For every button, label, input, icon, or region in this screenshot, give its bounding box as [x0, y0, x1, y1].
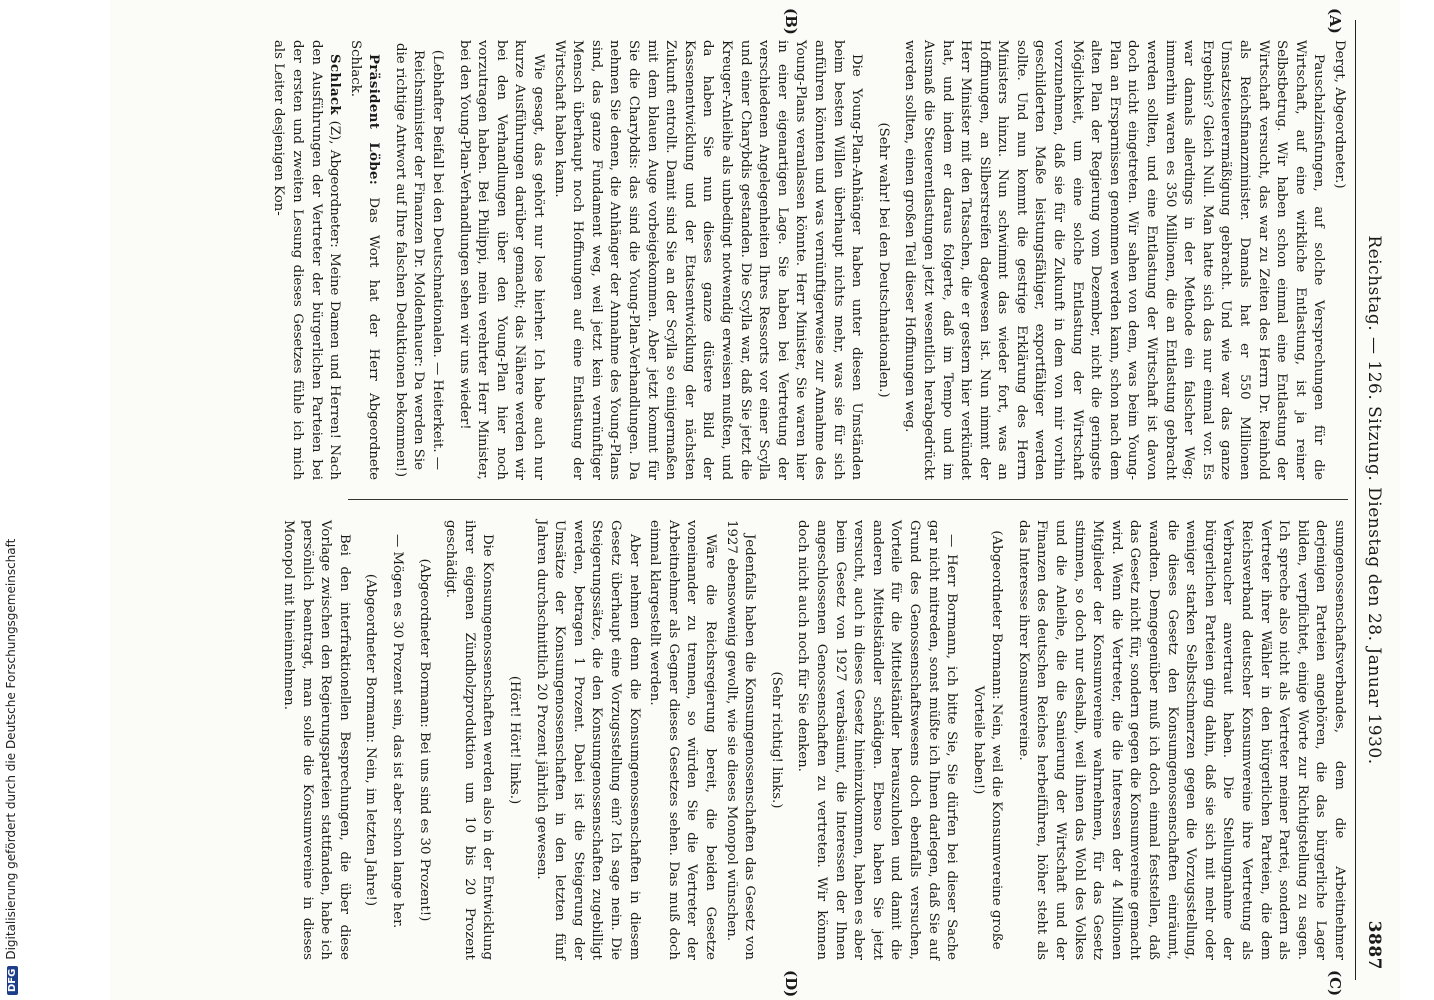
rotated-page-content — [110, 0, 1400, 1000]
dfg-logo: DFG — [7, 966, 18, 995]
interjection: (Sehr wahr! bei den Deutschnationalen.) — [875, 122, 891, 398]
right-column — [277, 520, 1348, 960]
page-header — [1360, 20, 1386, 980]
paragraph: sumgenossenschaftsverbandes, dem die Arbeitnehmer derjenigen Parteien angehören, die das bürgerliche Lager bilden, verpflichtet, einige Worte zur Richtigstellung zu sagen. Ich spreche also nicht als Vertreter meiner Partei, sondern als Vertreter ihrer Wähler in den bürgerlichen Parteien, die dem Reichsverband deutscher Konsumvereine ihre Vertretung als Verbraucher anvertraut haben. Die Stellungnahme der bürgerlichen Parteien ging dahin, daß sie sich mit mehr oder weniger starken Selbstschmerzen gegen die Vorzugsstellung, die dieses Gesetz den Konsumgenossenschaften einräumt, wandten. Demgegenüber muß ich doch einmal feststellen, daß das Gesetz nicht für, sondern gegen die Konsumvereine gemacht wird. Wenn die Vertreter, die die Interessen der 4 Millionen Mitglieder der Konsumvereine wahrnehmen, für das Gesetz stimmen, so doch nur deshalb, weil ihnen das Wohl des Volkes und die Anleihe, die die Sanierung der Wirtschaft und der Finanzen des deutschen Reiches herbeiführen, höher steht als das Interesse ihrer Konsumvereine. — [1015, 520, 1347, 960]
speaker-name: Präsident Löbe: — [366, 54, 382, 186]
margin-mark-b: (B) — [782, 8, 800, 35]
paragraph: Jedenfalls haben die Konsumgenossenschaften das Gesetz von 1927 ebensowenig gewollt, wie sie dieses Monopol wünschen. — [723, 520, 758, 960]
digitization-note — [0, 0, 28, 1000]
paragraph: Die Young-Plan-Anhänger haben unter diesen Umständen beim besten Willen überhaupt nichts mehr, was sie für sich anführen könnten und was vernünftigerweise zur Annahme des Young-Plans veranlassen könnte. Herr Minister, Sie waren hier in einer eigenartigen Lage. Sie haben bei Vertretung der verschiedenen Angelegenheiten Ihres Ressorts vor einer Scylla und einer Charybdis gestanden. Die Scylla war, daß Sie jetzt die Kreuger-Anleihe als unbedingt notwendig erweisen mußten, und da haben Sie nun dieses ganze düstere Bild der Kassenentwicklung und der Etatsentwicklung der nächsten Zukunft entrollt. Damit sind Sie an der Scylla so einigermaßen mit dem blauen Auge vorbeigekommen. Aber jetzt kommt für Sie die Charybdis: das sind die Young-Plan-Verhandlungen. Da nehmen Sie denen, die Anhänger der Annahme des Young-Plans sind, das ganze Fundament weg, weil jetzt kein vernünftiger Mensch überhaupt noch Hoffnungen auf eine Entlastung der Wirtschaft haben kann. — [551, 40, 865, 480]
margin-mark-c: (C) — [1326, 970, 1344, 997]
paragraph: — Mögen es 30 Prozent sein, das ist aber schon lange her. — [390, 534, 406, 929]
paragraph: Wie gesagt, das gehört nur lose hierher. Ich habe auch nur kurze Ausführungen darüber gemacht; das Nähere werden wir bei den Verhandlungen über den Young-Plan hier noch vorzutragen haben. Bei Philippi, mein verehrter Herr Minister, bei den Young-Plan-Verhandlungen sehen wir uns wieder! — [456, 40, 547, 480]
interjection: (Sehr richtig! links.) — [768, 671, 784, 809]
left-column — [267, 40, 1348, 480]
speaker-name: Schlack — [327, 54, 343, 116]
speech-text: (Z), Abgeordneter: Meine Damen und Herren! Nach den Ausführungen der Vertreter der bürgerlichen Parteien bei der ersten und zweiten Lesung dieses Gesetzes fühle ich mich als Leiter desjenigen Kon- — [271, 40, 343, 480]
page-number: 3887 — [1364, 920, 1384, 970]
margin-mark-a: (A) — [1326, 8, 1344, 34]
paragraph: Bei den interfraktionellen Besprechungen, die über diese Vorlage zwischen den Regierungsparteien stattfanden, habe ich persönlich beantragt, man solle die Konsumvereine in dieses Monopol mit hineinnehmen. — [281, 520, 352, 960]
interjection: (Hört! Hört! links.) — [507, 675, 523, 805]
document-page — [110, 0, 1400, 1000]
paragraph: Aber nehmen denn die Konsumgenossenschaften in diesem Gesetz überhaupt eine Vorzugsstellung ein? Ich sage nein. Die Steigerungssätze, die den Konsumgenossenschaften zugebilligt werden, betragen 1 Prozent. Dabei ist die Steigerung der Umsätze der Konsumgenossenschaften in den letzten fünf Jahren durchschnittlich 20 Prozent jährlich gewesen. — [533, 520, 642, 960]
paragraph: Wäre die Reichsregierung bereit, die beiden Gesetze voneinander zu trennen, so würden Sie die Vertreter der Arbeitnehmer als Gegner dieses Gesetzes sehen. Das muß doch einmal klargestellt werden. — [647, 520, 718, 960]
running-title: Reichstag. — 126. Sitzung. Dienstag den 28. Januar 1930. — [1364, 235, 1384, 765]
column-divider — [348, 499, 1348, 500]
interjection: (Abgeordneter Bormann: Bei uns sind es 30 Prozent!) — [416, 558, 432, 922]
statement-text: Das Wort hat der Herr Abgeordnete Schlack. — [347, 40, 382, 480]
speaker-continuation: Dergt, Abgeordneter.) — [1332, 40, 1347, 189]
header-rule — [1355, 20, 1356, 980]
speech-start — [269, 40, 343, 480]
margin-mark-d: (D) — [782, 970, 800, 998]
paragraph: — Herr Bormann, ich bitte Sie, Sie dürfen bei dieser Sache gar nicht mitreden, sonst müßte ich Ihnen darlegen, daß Sie auf Grund des Genossenschaftswesens doch ebenfalls versuchen, Vorteile für die Mittelständler herauszuholen und damit die anderen Mittelständler schädigen. Ebenso haben Sie jetzt versucht, auch in dieses Gesetz hineinzukommen, haben es aber beim Gesetz von 1927 verabsäumt, die Interessen der Ihnen angeschlossenen Genossenschaften zu vertreten. Wir können doch nicht auch noch für Sie denken. — [795, 520, 960, 960]
interjection: (Abgeordneter Bormann: Nein, weil die Konsumvereine große Vorteile haben!) — [970, 530, 1005, 950]
president-statement — [345, 40, 382, 480]
paragraph: Die Konsumgenossenschaften werden also in der Entwicklung ihrer eigenen Zündholzproduktion um 10 bis 20 Prozent geschädigt. — [443, 520, 496, 960]
interjection: (Lebhafter Beifall bei den Deutschnationalen. — Heiterkeit. — Reichsminister der Finanzen Dr. Moldenhauer: Da werden Sie die richtige Antwort auf Ihre falschen Deduktionen bekommen!) — [392, 42, 446, 478]
interjection: (Abgeordneter Bormann: Nein, im letzten Jahre!) — [363, 573, 379, 907]
paragraph: Pauschalzinsfungen, auf solche Versprechungen für die Wirtschaft, auf eine wirkliche Entlastung, ist ja reiner Selbstbetrug. Wir haben schon einmal eine Entlastung der Wirtschaft versucht, das war zu Zeiten des Herrn Dr. Reinhold als Reichsfinanzminister. Damals hat er 550 Millionen Umsatzsteuerermäßigung gebracht. Und wie war das ganze Ergebnis? Gleich Null. Man hatte sich das nur einmal vor. Es war damals allerdings in der Methode ein falscher Weg; immerhin waren es 350 Millionen, die an Entlastung gebracht werden sollten, und eine Entlastung der Wirtschaft ist davon doch nicht eingetreten. Wir sahen von dem, was beim Young-Plan an Ersparnissen genommen werden kann, schon nach dem alten Plan der Regierung vom Dezember, nicht die geringste Möglichkeit, um eine solche Entlastung der Wirtschaft vorzunehmen, daß sie für die Zukunft in dem von mir vorhin geschilderten Maße leistungsfähiger, exportfähiger werden sollte. Und nun kommt die gestrige Erklärung des Herrn Ministers hinzu. Nun schwimmt das wieder fort, was an Hoffnungen, an Silberstreifen dagewesen ist. Nun nimmt der Herr Minister mit den Tatsachen, die er gestern hier verkündet hat, und indem er daraus folgerte, daß im Tempo und im Ausmaß die Steuerentlastungen jetzt wesentlich herabgedrückt werden sollten, einen großen Teil dieser Hoffnungen weg. — [902, 40, 1327, 480]
digitization-note-text: Digitalisierung gefördert durch die Deutsche Forschungsgemeinschaft — [4, 538, 18, 960]
